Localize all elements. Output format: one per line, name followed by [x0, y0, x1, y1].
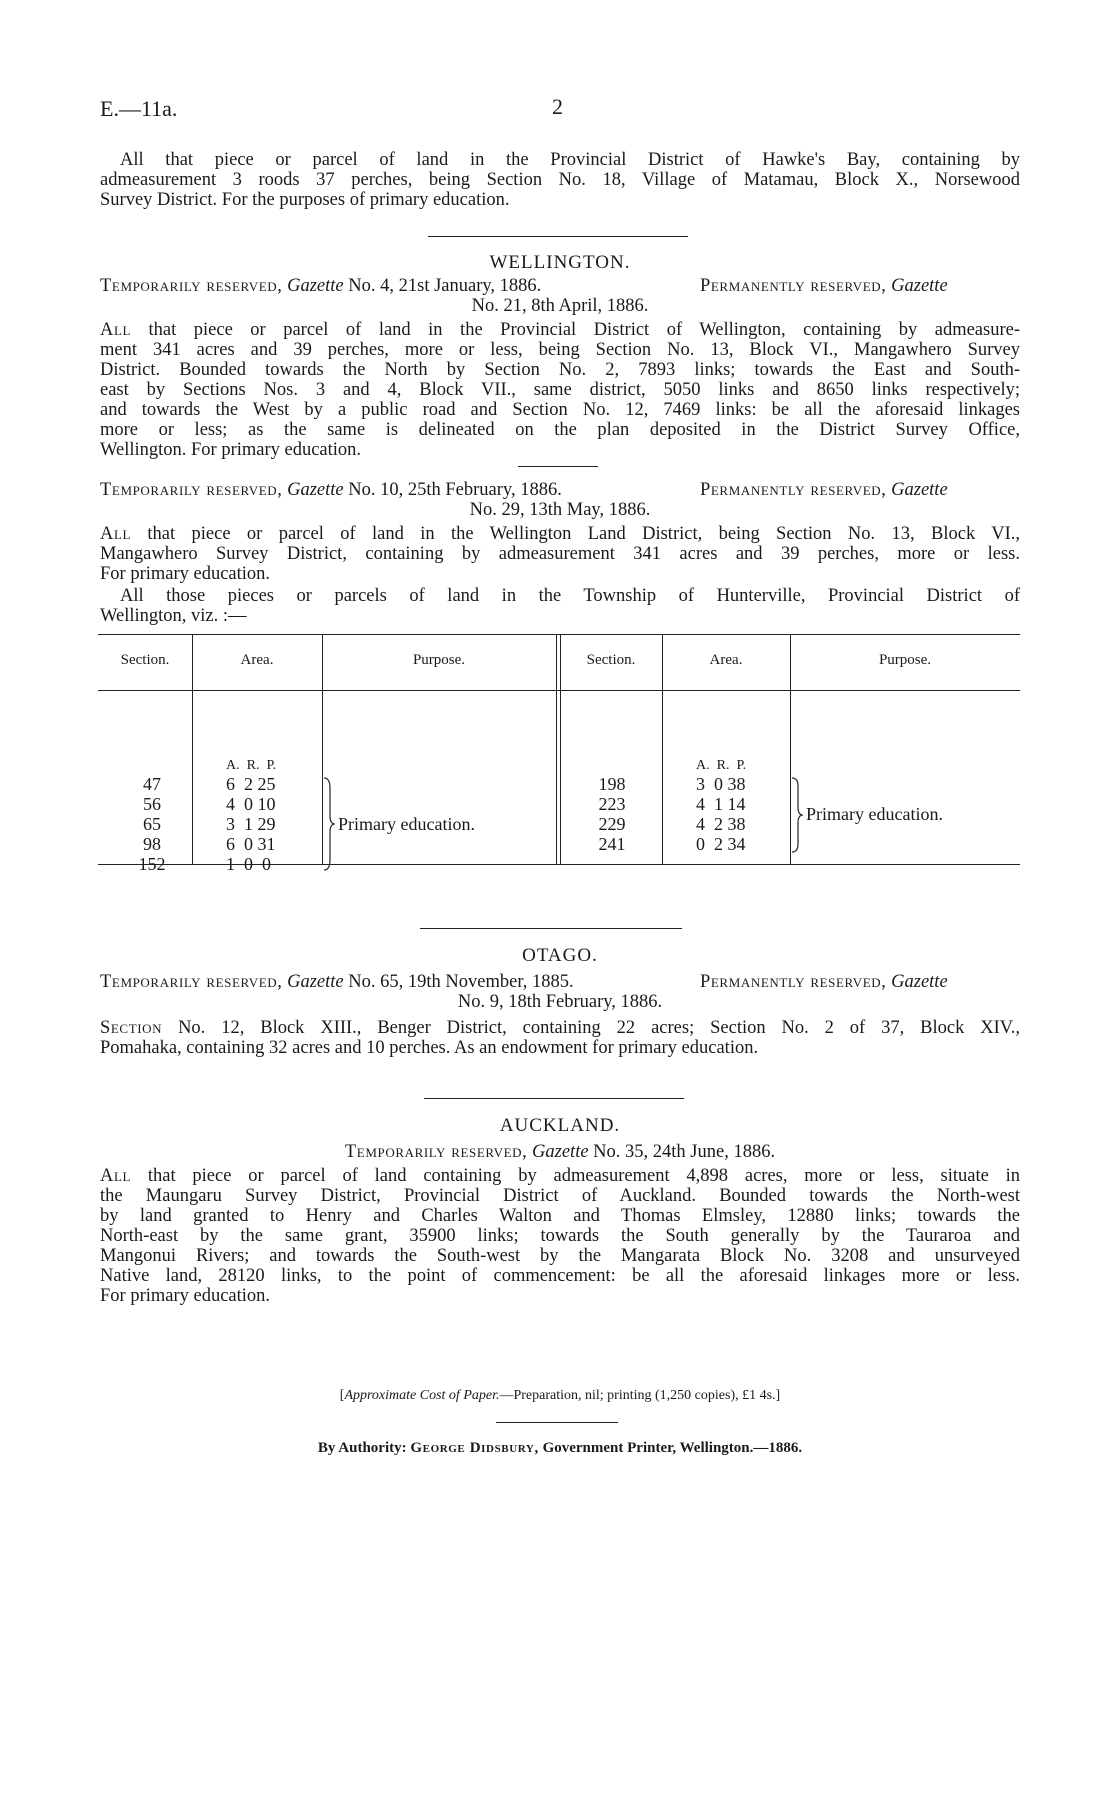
temporarily-reserved-label: Temporarily reserved,	[100, 972, 283, 992]
intro-line: Survey District. For the purposes of primary education.	[100, 190, 510, 210]
reservation-line-2: No. 21, 8th April, 1886.	[471, 296, 649, 316]
arp-units: A. R. P.	[696, 758, 747, 773]
table-row-section: 56	[143, 794, 161, 814]
permanently-reserved-label: Permanently reserved,	[700, 276, 887, 296]
paragraph-line: Wellington. For primary education.	[100, 440, 362, 460]
gazette-label: Gazette	[891, 480, 948, 500]
permanently-reserved-label: Permanently reserved,	[700, 480, 887, 500]
arp-units: A. R. P.	[226, 758, 277, 773]
section-heading-wellington: WELLINGTON.	[489, 252, 631, 273]
page-number: 2	[552, 94, 563, 119]
cost-open-bracket: [	[339, 1388, 345, 1403]
paragraph-line: North-east by the same grant, 35900 links; towards the South generally by the Tauraroa and	[100, 1226, 1020, 1246]
paragraph-line: For primary education.	[100, 564, 271, 584]
table-row-area: 1 0 0	[226, 854, 271, 874]
paragraph-text: that piece or parcel of land containing by admeasurement 4,898 acres, more or less, situate in	[147, 1166, 1020, 1186]
reservation-line-2: No. 29, 13th May, 1886.	[469, 500, 651, 520]
table-row-section: 229	[598, 814, 626, 834]
paragraph-line: District. Bounded towards the North by Section No. 2, 7893 links; towards the East and South-	[100, 360, 1020, 380]
table-header-border	[98, 690, 1020, 691]
gazette-details: No. 4, 21st January, 1886.	[348, 276, 542, 296]
table-row-area: 6 2 25	[226, 774, 276, 794]
cost-note	[100, 1386, 1020, 1406]
paragraph-line	[100, 524, 1020, 544]
paragraph-text: No. 12, Block XIII., Benger District, containing 22 acres; Section No. 2 of 37, Block XIV.,	[178, 1018, 1020, 1038]
paragraph-line: Mangawhero Survey District, containing by admeasurement 341 acres and 39 perches, more or less.	[100, 544, 1020, 564]
section-heading-auckland: AUCKLAND.	[499, 1115, 621, 1136]
cost-details: —Preparation, nil; printing (1,250 copies), £1 4s.]	[499, 1388, 781, 1403]
gazette-label: Gazette	[287, 276, 344, 296]
section-divider	[420, 928, 682, 929]
table-row-purpose: Primary education.	[806, 804, 943, 824]
column-header-area: Area.	[240, 652, 274, 668]
section-heading-otago: OTAGO.	[522, 945, 598, 966]
paragraph-line: Pomahaka, containing 32 acres and 10 perches. As an endowment for primary education.	[100, 1038, 759, 1058]
paragraph-lead: All	[100, 1166, 132, 1186]
footer-divider	[496, 1422, 618, 1423]
temporarily-reserved-label: Temporarily reserved,	[100, 276, 283, 296]
cost-label: Approximate Cost of Paper.	[344, 1388, 500, 1403]
gazette-label: Gazette	[287, 480, 344, 500]
column-header-purpose: Purpose.	[412, 652, 466, 668]
paragraph-line: All those pieces or parcels of land in the Township of Hunterville, Provincial District of	[120, 586, 1020, 606]
paragraph-line: more or less; as the same is delineated on the plan deposited in the District Survey Office,	[100, 420, 1020, 440]
table-row-area: 0 2 34	[696, 834, 746, 854]
paragraph-line: For primary education.	[100, 1286, 271, 1306]
minor-divider	[518, 466, 598, 467]
table-row-area: 3 0 38	[696, 774, 746, 794]
paragraph-line: Mangonui Rivers; and towards the South-west by the Mangarata Block No. 3208 and unsurveyed	[100, 1246, 1020, 1266]
brace-icon	[322, 776, 336, 872]
paragraph-line	[100, 1018, 1020, 1038]
document-reference: E.—11a.	[100, 96, 178, 121]
printer-name: George Didsbury,	[410, 1440, 539, 1456]
paragraph-line: east by Sections Nos. 3 and 4, Block VII., same district, 5050 links and 8650 links respectively;	[100, 380, 1020, 400]
gazette-label: Gazette	[287, 972, 344, 992]
permanent-reservation	[700, 276, 948, 296]
table-row-purpose: Primary education.	[338, 814, 475, 834]
reservation-line	[100, 1142, 1020, 1162]
table-row-section: 223	[598, 794, 626, 814]
paragraph-text: that piece or parcel of land in the Wellington Land District, being Section No. 13, Block VI.,	[147, 524, 1020, 544]
gazette-details: No. 35, 24th June, 1886.	[593, 1142, 776, 1162]
gazette-details: No. 65, 19th November, 1885.	[348, 972, 574, 992]
brace-icon	[790, 776, 804, 854]
column-header-area: Area.	[709, 652, 743, 668]
intro-line: admeasurement 3 roods 37 perches, being Section No. 18, Village of Matamau, Block X., Norsewood	[100, 170, 1020, 190]
temporarily-reserved-label: Temporarily reserved,	[344, 1142, 528, 1162]
table-row-section: 198	[598, 774, 626, 794]
paragraph-lead: Section	[100, 1018, 163, 1038]
table-row-section: 98	[143, 834, 161, 854]
paragraph-text: that piece or parcel of land in the Provincial District of Wellington, containing by admeasure-	[148, 320, 1020, 340]
paragraph-line	[100, 1166, 1020, 1186]
paragraph-line: Native land, 28120 links, to the point of commencement: be all the aforesaid linkages more or less.	[100, 1266, 1020, 1286]
gazette-label: Gazette	[891, 276, 948, 296]
table-row-area: 3 1 29	[226, 814, 276, 834]
paragraph-line	[100, 320, 1020, 340]
table-row-section: 152	[138, 854, 166, 874]
table-row-section: 241	[598, 834, 626, 854]
column-header-section: Section.	[120, 652, 170, 668]
gazette-details: No. 10, 25th February, 1886.	[348, 480, 562, 500]
permanent-reservation	[700, 480, 948, 500]
paragraph-line: Wellington, viz. :—	[100, 606, 247, 626]
authority-label: By Authority:	[317, 1440, 407, 1456]
paragraph-line: ment 341 acres and 39 perches, more or less, being Section No. 13, Block VI., Mangawhero Survey	[100, 340, 1020, 360]
reservation-line-2: No. 9, 18th February, 1886.	[457, 992, 663, 1012]
printer-details: Government Printer, Wellington.—1886.	[542, 1440, 803, 1456]
paragraph-lead: All	[100, 320, 132, 340]
table-row-area: 4 0 10	[226, 794, 276, 814]
section-divider	[428, 236, 688, 237]
intro-line: All that piece or parcel of land in the Provincial District of Hawke's Bay, containing by	[120, 150, 1020, 170]
permanently-reserved-label: Permanently reserved,	[700, 972, 887, 992]
table-column-divider	[556, 634, 557, 864]
table-row-area: 4 2 38	[696, 814, 746, 834]
column-header-section: Section.	[586, 652, 636, 668]
authority-line	[100, 1438, 1020, 1458]
paragraph-lead: All	[100, 524, 132, 544]
temporarily-reserved-label: Temporarily reserved,	[100, 480, 283, 500]
table-top-border	[98, 634, 1020, 635]
gazette-label: Gazette	[891, 972, 948, 992]
paragraph-line: the Maungaru Survey District, Provincial District of Auckland. Bounded towards the North-west	[100, 1186, 1020, 1206]
paragraph-line: by land granted to Henry and Charles Walton and Thomas Elmsley, 12880 links; towards the	[100, 1206, 1020, 1226]
table-row-section: 65	[143, 814, 161, 834]
table-row-section: 47	[143, 774, 161, 794]
permanent-reservation	[700, 972, 948, 992]
table-row-area: 4 1 14	[696, 794, 746, 814]
section-divider	[424, 1098, 684, 1099]
table-row-area: 6 0 31	[226, 834, 276, 854]
gazette-label: Gazette	[532, 1142, 589, 1162]
column-header-purpose: Purpose.	[878, 652, 932, 668]
paragraph-line: and towards the West by a public road and Section No. 12, 7469 links: be all the aforesaid linkages	[100, 400, 1020, 420]
